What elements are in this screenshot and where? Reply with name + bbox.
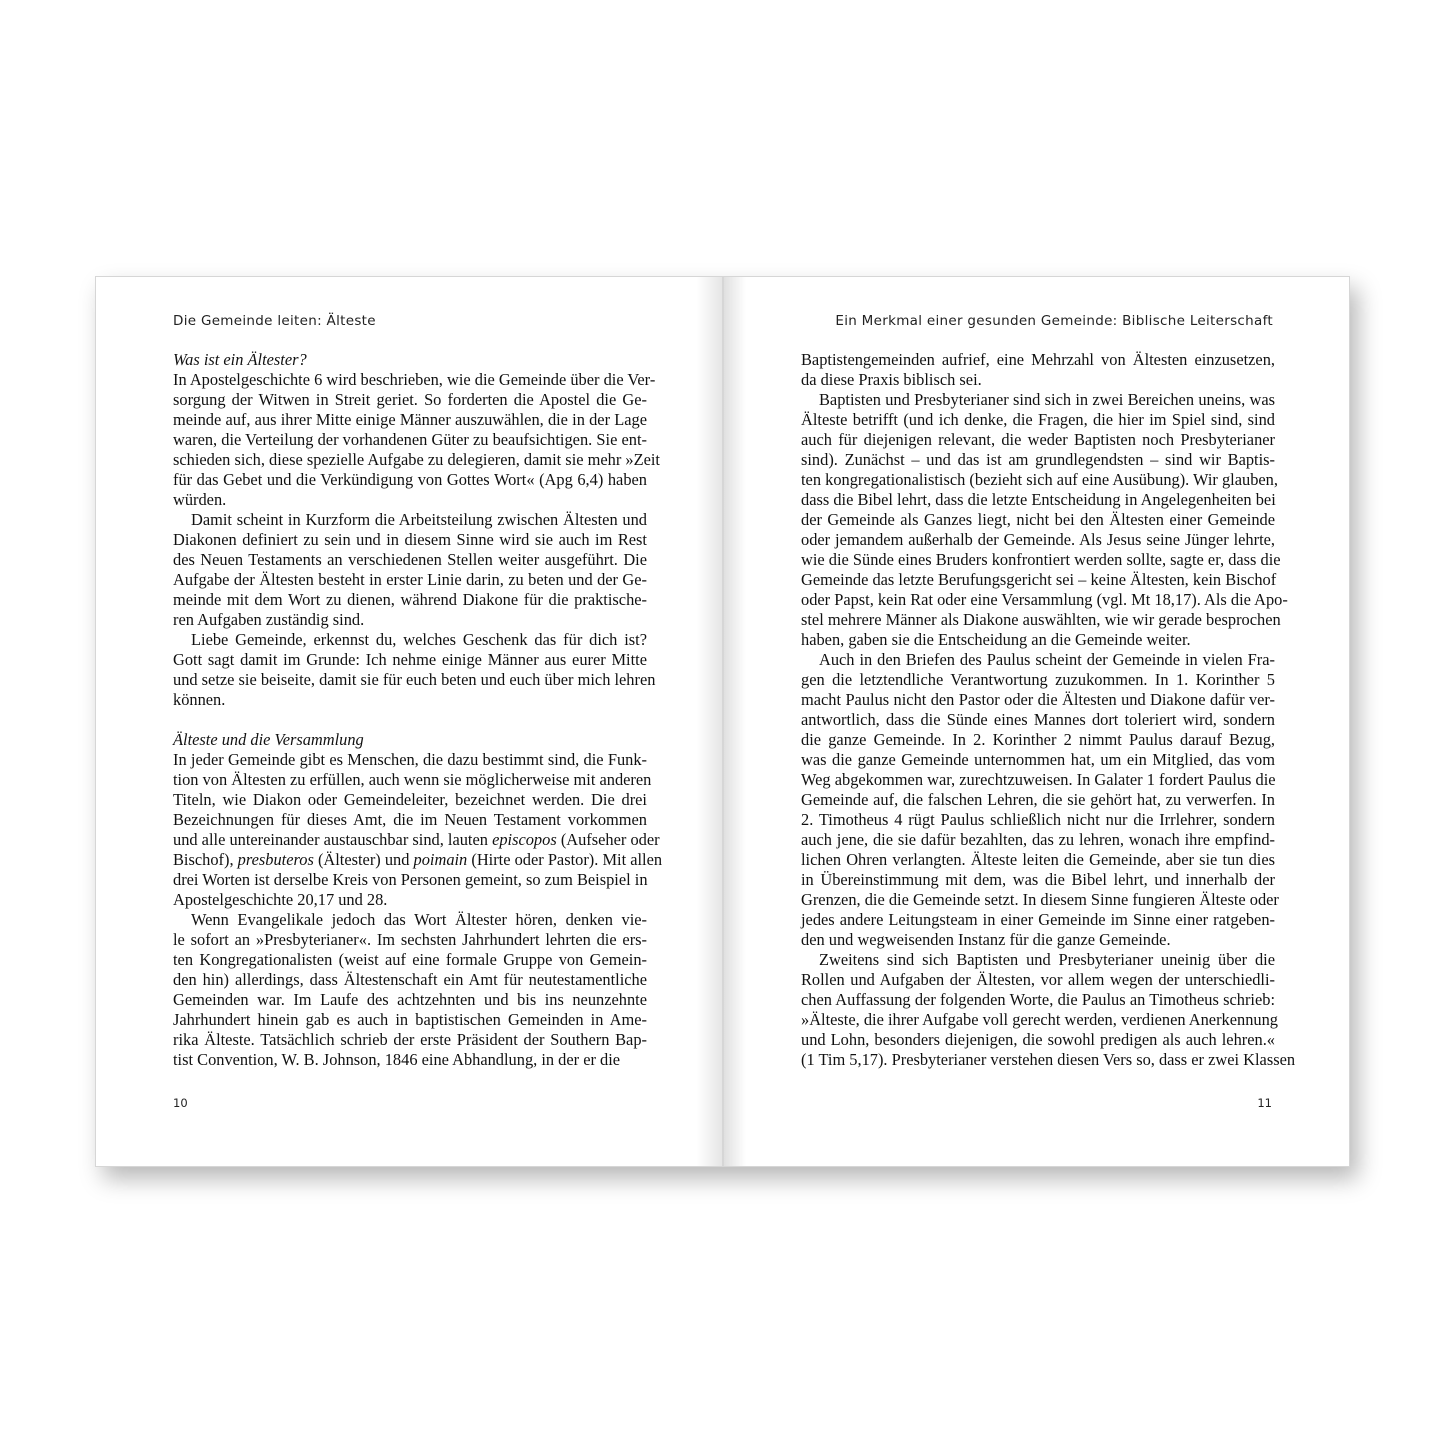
text-line: Weg abgekommen war, zurechtzuweisen. In Galater 1 fordert Paulus die xyxy=(801,770,1276,789)
text-line: und setze sie beiseite, damit sie für euch beten und euch über mich lehren xyxy=(173,670,656,689)
text-line: die ganze Gemeinde. In 2. Korinther 2 nimmt Paulus darauf Bezug, xyxy=(801,730,1275,749)
text-line: waren, die Verteilung der vorhandenen Güter zu beaufsichtigen. Sie ent- xyxy=(173,430,647,449)
text-line: Titeln, wie Diakon oder Gemeindeleiter, bezeichnet werden. Die drei xyxy=(173,790,647,809)
text-line: tist Convention, W. B. Johnson, 1846 eine Abhandlung, in der er die xyxy=(173,1050,621,1069)
section-heading: Was ist ein Ältester? xyxy=(173,350,307,369)
text-line: Gemeinde auf, die falschen Lehren, die sie gehört hat, zu verwerfen. In xyxy=(801,790,1275,809)
text-line: »Älteste, die ihrer Aufgabe voll gerecht werden, verdienen Anerkennung xyxy=(801,1010,1278,1029)
text-line: le sofort an »Presbyterianer«. Im sechsten Jahrhundert lehrten die ers- xyxy=(173,930,647,949)
text-line: Gemeinden war. Im Laufe des achtzehnten und bis ins neunzehnte xyxy=(173,990,647,1009)
text-line: Apostelgeschichte 20,17 und 28. xyxy=(173,890,388,909)
text-line: und alle untereinander austauschbar sind, lauten episcopos (Aufseher oder xyxy=(173,830,660,849)
text-line: Diakonen definiert zu sein und in diesem Sinne wird sie auch im Rest xyxy=(173,530,647,549)
text-line: lichen Ohren verlangten. Älteste leiten die Gemeinde, aber sie tun dies xyxy=(801,850,1275,869)
text-line: chen Auffassung der folgenden Worte, die Paulus an Timotheus schrieb: xyxy=(801,990,1275,1009)
text-line: oder jemandem außerhalb der Gemeinde. Als Jesus seine Jünger lehrte, xyxy=(801,530,1275,549)
text-line: Aufgabe der Ältesten besteht in erster Linie darin, zu beten und der Ge- xyxy=(173,570,647,589)
text-line: Gott sagt damit im Grunde: Ich nehme einige Männer aus eurer Mitte xyxy=(173,650,647,669)
text-line: meinde mit dem Wort zu dienen, während Diakone für die praktische- xyxy=(173,590,647,609)
text-line: ten Kongregationalisten (weist auf eine formale Gruppe von Gemein- xyxy=(173,950,647,969)
text-line: haben, gaben sie die Entscheidung an die Gemeinde weiter. xyxy=(801,630,1191,649)
text-line: Auch in den Briefen des Paulus scheint der Gemeinde in vielen Fra- xyxy=(819,650,1275,669)
text-line: drei Worten ist derselbe Kreis von Personen gemeint, so zum Beispiel in xyxy=(173,870,648,889)
text-line: des Neuen Testaments an verschiedenen Stellen weiter ausgeführt. Die xyxy=(173,550,647,569)
text-line: auch jene, die sie dafür bezahlten, das zu lehren, wonach ihre empfind- xyxy=(801,830,1275,849)
section-spacer xyxy=(173,710,647,730)
gutter-shadow xyxy=(696,277,722,1166)
text-line: (1 Tim 5,17). Presbyterianer verstehen diesen Vers so, dass er zwei Klassen xyxy=(801,1050,1296,1069)
text-line: Jahrhundert hinein gab es auch in baptistischen Gemeinden in Ame- xyxy=(173,1010,647,1029)
body-text xyxy=(801,350,1296,1070)
text-line: macht Paulus nicht den Pastor oder die Ältesten und Diakone dafür ver- xyxy=(801,690,1275,709)
text-line: was die ganze Gemeinde unternommen hat, um ein Mitglied, das vom xyxy=(801,750,1275,769)
text-line: wie die Sünde eines Bruders konfrontiert werden sollte, sagte er, dass die xyxy=(801,550,1281,569)
text-line: Älteste betrifft (und ich denke, die Fragen, die hier im Spiel sind, sind xyxy=(801,410,1275,429)
text-line: Rollen und Aufgaben der Ältesten, vor allem wegen der unterschiedli- xyxy=(801,970,1275,989)
right-page xyxy=(723,276,1350,1167)
text-line: sorgung der Witwen in Streit geriet. So forderten die Apostel die Ge- xyxy=(173,390,647,409)
text-line: in Übereinstimmung mit dem, was die Bibel lehrt, und innerhalb der xyxy=(801,870,1275,889)
text-line: für das Gebet und die Verkündigung von Gottes Wort« (Apg 6,4) haben xyxy=(173,470,647,489)
text-line: meinde auf, aus ihrer Mitte einige Männer auszuwählen, die in der Lage xyxy=(173,410,647,429)
text-line: stel mehrere Männer als Diakone auswählten, wie wir gerade besprochen xyxy=(801,610,1281,629)
text-line: In jeder Gemeinde gibt es Menschen, die dazu bestimmt sind, die Funk- xyxy=(173,750,647,769)
section-heading: Älteste und die Versammlung xyxy=(173,730,364,749)
text-line: Grenzen, die die Gemeinde setzt. In diesem Sinne fungieren Älteste oder xyxy=(801,890,1279,909)
text-line: den hin) allerdings, dass Ältestenschaft ein Amt für neutestamentliche xyxy=(173,970,647,989)
text-line: Damit scheint in Kurzform die Arbeitsteilung zwischen Ältesten und xyxy=(191,510,647,529)
text-line: Baptisten und Presbyterianer sind sich in zwei Bereichen uneins, was xyxy=(819,390,1275,409)
text-line: ten kongregationalistisch (bezieht sich auf eine Ausübung). Wir glauben, xyxy=(801,470,1278,489)
text-line: jedes andere Leitungsteam in einer Gemeinde im Sinne einer ratgeben- xyxy=(801,910,1275,929)
text-line: den und wegweisenden Instanz für die ganze Gemeinde. xyxy=(801,930,1171,949)
text-line: können. xyxy=(173,690,226,709)
text-line: auch für diejenigen relevant, die weder Baptisten noch Presbyterianer xyxy=(801,430,1275,449)
running-head: Die Gemeinde leiten: Älteste xyxy=(173,313,376,329)
text-line: antwortlich, dass die Sünde eines Mannes dort toleriert wird, sondern xyxy=(801,710,1275,729)
text-line: Bezeichnungen für dieses Amt, die im Neuen Testament vorkommen xyxy=(173,810,647,829)
gutter-shadow xyxy=(724,277,746,1166)
book-spread xyxy=(95,276,1350,1167)
text-line: Zweitens sind sich Baptisten und Presbyterianer uneinig über die xyxy=(819,950,1275,969)
text-line: ren Aufgaben zuständig sind. xyxy=(173,610,365,629)
page-number: 11 xyxy=(1257,1096,1272,1110)
text-line: gen die letztendliche Verantwortung zuzukommen. In 1. Korinther 5 xyxy=(801,670,1275,689)
text-line: rika Älteste. Tatsächlich schrieb der erste Präsident der Southern Bap- xyxy=(173,1030,647,1049)
text-line: tion von Ältesten zu erfüllen, auch wenn sie möglicherweise mit anderen xyxy=(173,770,652,789)
text-line: dass die Bibel lehrt, dass die letzte Entscheidung in Angelegenheiten bei xyxy=(801,490,1276,509)
text-line: 2. Timotheus 4 rügt Paulus schließlich nicht nur die Irrlehrer, sondern xyxy=(801,810,1275,829)
text-line: Bischof), presbuteros (Ältester) und poimain (Hirte oder Pastor). Mit allen xyxy=(173,850,663,869)
text-line: der Gemeinde als Ganzes liegt, nicht bei den Ältesten einer Gemeinde xyxy=(801,510,1275,529)
text-line: Liebe Gemeinde, erkennst du, welches Geschenk das für dich ist? xyxy=(191,630,647,649)
text-line: sind). Zunächst – und das ist am grundlegendsten – sind wir Baptis- xyxy=(801,450,1275,469)
left-page xyxy=(95,276,723,1167)
running-head: Ein Merkmal einer gesunden Gemeinde: Biblische Leiterschaft xyxy=(835,313,1273,329)
text-line: Baptistengemeinden aufrief, eine Mehrzahl von Ältesten einzusetzen, xyxy=(801,350,1275,369)
text-line: würden. xyxy=(173,490,227,509)
text-line: In Apostelgeschichte 6 wird beschrieben, wie die Gemeinde über die Ver- xyxy=(173,370,656,389)
page-number: 10 xyxy=(173,1096,188,1110)
text-line: oder Papst, kein Rat oder eine Versammlung (vgl. Mt 18,17). Als die Apo- xyxy=(801,590,1288,609)
text-line: schieden sich, diese spezielle Aufgabe zu delegieren, damit sie mehr »Zeit xyxy=(173,450,660,469)
text-line: und Lohn, besonders diejenigen, die sowohl predigen als auch lehren.« xyxy=(801,1030,1275,1049)
text-line: da diese Praxis biblisch sei. xyxy=(801,370,982,389)
text-line: Wenn Evangelikale jedoch das Wort Ältester hören, denken vie- xyxy=(191,910,647,929)
body-text xyxy=(173,350,663,1070)
text-line: Gemeinde das letzte Berufungsgericht sei – keine Ältesten, kein Bischof xyxy=(801,570,1277,589)
